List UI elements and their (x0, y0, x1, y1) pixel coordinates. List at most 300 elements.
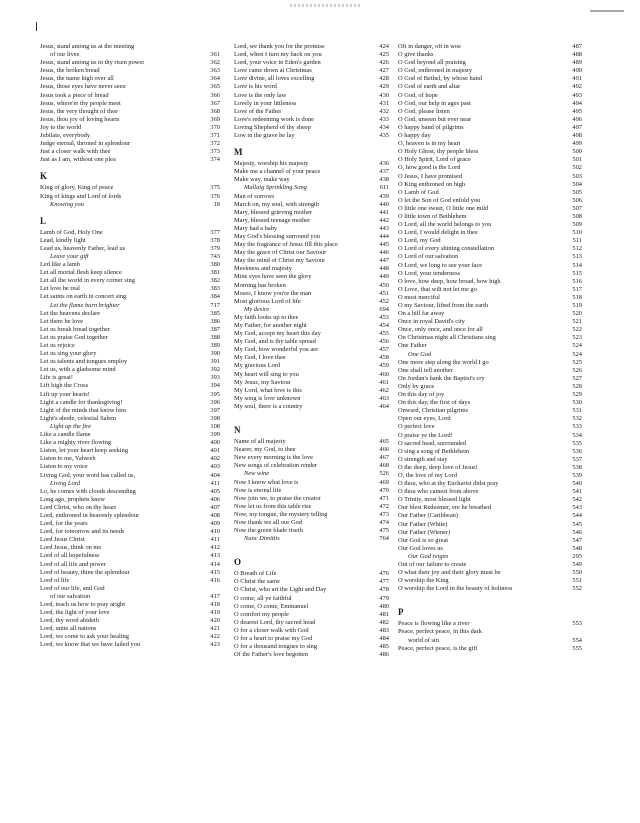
hymn-number: 694 (379, 305, 389, 313)
index-entry (234, 132, 389, 140)
hymn-number: 533 (572, 423, 582, 431)
index-entry (234, 241, 389, 249)
index-entry (398, 569, 582, 577)
index-entry (40, 625, 220, 633)
hymn-number (578, 628, 582, 636)
hymn-number: 441 (379, 208, 389, 216)
hymn-number: 471 (379, 494, 389, 502)
index-entry (398, 270, 582, 278)
hymn-title: Most glorious Lord of life (234, 297, 301, 305)
hymn-title: Our Father (Wiener) (398, 528, 451, 536)
index-entry (398, 399, 582, 407)
index-entry (234, 379, 389, 387)
hymn-title: of our salvation (50, 592, 91, 600)
hymn-number: 521 (572, 318, 582, 326)
hymn-number: 544 (572, 512, 582, 520)
hymn-number: 549 (572, 561, 582, 568)
hymn-title: Led like a lamb (40, 261, 80, 269)
index-entry (40, 391, 220, 399)
hymn-title: O Jesus, I have promised (398, 172, 463, 180)
index-entry (398, 488, 582, 496)
hymn-title: On a hill far away (398, 310, 445, 318)
hymn-title: Lord of all hopefulness (40, 552, 100, 560)
index-entry (40, 431, 220, 439)
hymn-title: Nearer, my God, to thee (234, 446, 296, 454)
hymn-title: On Jordan's bank the Baptist's cry (398, 374, 485, 382)
index-entry (234, 446, 389, 454)
hymn-title: O for a closer walk with God (234, 626, 309, 634)
hymn-number: 451 (379, 289, 389, 297)
hymn-number: 369 (210, 115, 220, 123)
index-entry (234, 595, 389, 603)
hymn-number: 509 (572, 221, 582, 229)
hymn-number: 431 (379, 99, 389, 107)
index-entry (234, 322, 389, 330)
index-entry (40, 269, 220, 277)
hymn-title: Our Father (White) (398, 520, 448, 528)
hymn-title: Lord, your voice in Eden's garden (234, 59, 321, 67)
hymn-title: O come, all ye faithful (234, 594, 292, 602)
index-entry (40, 201, 220, 209)
hymn-number: 426 (379, 59, 389, 67)
index-entry (40, 536, 220, 544)
hymn-title: On this day of joy (398, 391, 445, 399)
hymn-number: 440 (379, 200, 389, 208)
index-entry (398, 286, 582, 294)
hymn-number: 395 (210, 390, 220, 398)
hymn-title: Let us rejoice (40, 342, 75, 349)
hymn-number: 445 (379, 241, 389, 249)
index-entry (398, 237, 582, 245)
index-entry (40, 277, 220, 285)
hymn-title: Leave your gift (50, 252, 89, 260)
index-entry (398, 472, 582, 480)
index-entry (234, 51, 389, 59)
index-entry (40, 51, 220, 59)
hymn-number: 446 (379, 249, 389, 257)
hymn-number: 425 (379, 51, 389, 59)
index-entry (398, 92, 582, 100)
index-entry (234, 282, 389, 290)
hymn-number: 469 (379, 478, 389, 486)
hymn-number: 405 (210, 487, 220, 495)
hymn-number: 526 (572, 366, 582, 374)
hymn-title: O strength and stay (398, 455, 448, 463)
hymn-title: Now, my tongue, the mystery telling (234, 510, 328, 518)
index-entry (398, 456, 582, 464)
hymn-title: Lord of our life, and God (40, 584, 105, 592)
hymn-title: Love's redeeming work is done (234, 115, 314, 123)
hymn-title: My Lord, what love is this (234, 386, 302, 394)
hymn-number: 480 (379, 602, 389, 610)
hymn-number: 424 (379, 43, 389, 50)
hymn-title: Morning has broken (234, 281, 286, 289)
hymn-number: 368 (210, 107, 220, 115)
hymn-number: 443 (379, 224, 389, 232)
index-entry (234, 479, 389, 487)
hymn-number: 468 (379, 462, 389, 470)
hymn-number: 371 (210, 132, 220, 140)
index-entry (234, 43, 389, 51)
hymn-number: 390 (210, 350, 220, 358)
hymn-title: O my Saviour, lifted from the earth (398, 302, 489, 309)
hymn-number: 18 (213, 200, 220, 208)
hymn-title: O Love, that wilt not let me go (398, 285, 477, 293)
hymn-number: 478 (379, 586, 389, 594)
hymn-number: 470 (379, 486, 389, 494)
hymn-title: Light of the minds that know him (40, 406, 126, 414)
section-spacer (398, 593, 582, 600)
index-entry (398, 326, 582, 334)
index-entry (40, 561, 220, 569)
hymn-title: Listen, let your heart keep seeking (40, 447, 129, 455)
index-entry (398, 181, 582, 189)
hymn-title: Mary, blessed grieving mother (234, 208, 313, 216)
hymn-title: Now the green blade riseth (234, 527, 303, 535)
index-entry (40, 132, 220, 140)
hymn-title: O dearest Lord, thy sacred head (234, 618, 316, 626)
hymn-number: 539 (572, 471, 582, 479)
hymn-title: Listen to me, Yahweh (40, 455, 96, 463)
hymn-title: My gracious Lord (234, 362, 281, 370)
index-entry (398, 294, 582, 302)
hymn-number: 403 (210, 463, 220, 471)
hymn-title: On Christmas night all Christians sing (398, 334, 496, 342)
hymn-title: Lord Christ, who on thy heart (40, 503, 116, 511)
hymn-number: 499 (572, 140, 582, 148)
hymn-title: O, heaven is in my heart (398, 140, 461, 148)
section-letter: N (234, 425, 241, 436)
hymn-title: My God, how wonderful you are (234, 346, 319, 354)
index-entry (234, 487, 389, 495)
index-entry (398, 448, 582, 456)
hymn-number: 743 (210, 252, 220, 260)
hymn-number: 494 (572, 99, 582, 107)
index-entry (234, 67, 389, 75)
hymn-title: O love, how deep, how broad, how high (398, 277, 501, 285)
index-entry (234, 184, 389, 192)
hymn-title: O perfect love (398, 423, 435, 431)
hymn-title: May the fragrance of Jesus fill this place (234, 241, 338, 249)
hymn-title: Our blest Redeemer, ere he breathed (398, 504, 492, 512)
hymn-title: Low in the grave he lay (234, 132, 295, 140)
hymn-title: Moses, I know you're the man (234, 289, 312, 297)
hymn-number: 555 (572, 644, 582, 652)
hymn-title: Now thank we all our God (234, 518, 302, 526)
scan-artifact-right (590, 10, 624, 12)
hymn-title: Lord, we come to ask your healing (40, 633, 129, 641)
hymn-number: 465 (379, 438, 389, 446)
index-entry (398, 213, 582, 221)
scan-artifact (290, 4, 360, 7)
hymn-title: Lord of beauty, thine the splendour (40, 568, 130, 576)
index-entry (398, 132, 582, 140)
index-entry (398, 262, 582, 270)
index-entry (40, 148, 220, 156)
hymn-title: Like a mighty river flowing (40, 439, 111, 447)
hymn-number: 477 (379, 578, 389, 586)
hymn-number: 520 (572, 310, 582, 318)
hymn-number: 506 (572, 196, 582, 204)
index-entry (234, 160, 389, 168)
index-entry (398, 553, 582, 561)
index-entry (40, 512, 220, 520)
hymn-number: 543 (572, 504, 582, 512)
hymn-title: O, how good is the Lord (398, 164, 461, 172)
hymn-title: Now let us from this table rise (234, 502, 312, 510)
index-entry (40, 59, 220, 67)
index-entry (234, 306, 389, 314)
hymn-number: 466 (379, 446, 389, 454)
index-entry (40, 184, 220, 192)
hymn-title: Jesus, where'er thy people meet (40, 99, 121, 107)
hymn-number: 502 (572, 164, 582, 172)
index-entry (234, 75, 389, 83)
hymn-title: Just a closer walk with thee (40, 148, 111, 156)
index-entry (40, 116, 220, 124)
hymn-number: 492 (572, 83, 582, 91)
hymn-number: 508 (572, 212, 582, 220)
hymn-number: 504 (572, 180, 582, 188)
hymn-title: O for a thousand tongues to sing (234, 643, 318, 651)
index-entry (40, 229, 220, 237)
index-entry (398, 278, 582, 286)
index-entry (398, 334, 582, 342)
hymn-number: 462 (379, 386, 389, 394)
hymn-title: Lord, for the years (40, 520, 88, 528)
index-entry (40, 455, 220, 463)
index-entry (234, 209, 389, 217)
hymn-title: Love divine, all loves excelling (234, 75, 315, 83)
hymn-number: 430 (379, 91, 389, 99)
index-entry (40, 407, 220, 415)
hymn-title: O God, unseen but ever near (398, 115, 472, 123)
index-entry (398, 359, 582, 367)
hymn-title: Of the Father's love begotten (234, 651, 308, 659)
index-entry (398, 545, 582, 553)
hymn-number: 429 (379, 83, 389, 91)
hymn-number: 548 (572, 544, 582, 552)
hymn-title: O God of earth and altar (398, 83, 461, 91)
hymn-title: Let saints on earth in concert sing (40, 293, 127, 301)
hymn-number: 409 (210, 520, 220, 528)
index-entry (234, 100, 389, 108)
hymn-number: 416 (210, 576, 220, 584)
hymn-number: 108 (210, 422, 220, 430)
hymn-title: Peace is flowing like a river (398, 620, 470, 628)
index-entry (40, 83, 220, 91)
index-entry (234, 290, 389, 298)
index-entry (40, 245, 220, 253)
index-entry (40, 326, 220, 334)
hymn-title: Life is great! (40, 374, 74, 382)
hymn-number: 542 (572, 496, 582, 504)
index-entry (234, 527, 389, 535)
hymn-number: 540 (572, 480, 582, 488)
index-entry (234, 124, 389, 132)
hymn-number: 408 (210, 511, 220, 519)
index-entry (234, 168, 389, 176)
hymn-title: O Breath of Life (234, 570, 277, 578)
hymn-title: Nunc Dimittis (244, 535, 280, 543)
hymn-title: O King enthroned on high (398, 180, 466, 188)
hymn-title: Lord of life (40, 576, 70, 584)
index-entry (398, 637, 582, 645)
hymn-number: 421 (210, 625, 220, 633)
hymn-number: 526 (379, 470, 389, 478)
index-entry (398, 423, 582, 431)
index-entry (40, 334, 220, 342)
index-entry (398, 537, 582, 545)
index-entry (398, 83, 582, 91)
hymn-number: 436 (379, 160, 389, 168)
index-entry (234, 314, 389, 322)
hymn-title: O Trinity, most blessed light (398, 496, 471, 504)
index-entry (40, 633, 220, 641)
hymn-number: 500 (572, 148, 582, 156)
hymn-number: 464 (379, 402, 389, 410)
index-entry (234, 338, 389, 346)
index-entry (398, 245, 582, 253)
index-entry (234, 635, 389, 643)
hymn-title: Mallaig Sprinkling Song (244, 184, 307, 192)
hymn-title: Majesty, worship his majesty (234, 160, 309, 168)
hymn-title: Our God loves us (398, 544, 443, 552)
hymn-title: One Father (398, 342, 427, 350)
index-column-2 (234, 43, 389, 659)
hymn-title: O what their joy and their glory must be (398, 569, 501, 577)
hymn-number: 452 (379, 297, 389, 305)
hymn-title: O Holy Spirit, Lord of grace (398, 156, 471, 164)
hymn-title: My faith looks up to thee (234, 313, 299, 321)
hymn-title: King of kings and Lord of lords (40, 192, 122, 200)
hymn-number: 495 (572, 107, 582, 115)
hymn-number: 518 (572, 293, 582, 301)
hymn-number: 511 (572, 237, 582, 245)
hymn-title: Light's abode, celestial Salem (40, 414, 117, 422)
hymn-number: 388 (210, 333, 220, 341)
hymn-title: Living God, your word has called us, (40, 471, 136, 479)
hymn-number: 535 (572, 439, 582, 447)
hymn-title: Jesus, stand among us at the meeting (40, 43, 135, 50)
hymn-title: Let the heavens declare (40, 309, 101, 317)
hymn-number: 515 (572, 269, 582, 277)
section-letter: L (40, 215, 47, 226)
hymn-title: Let us talents and tongues employ (40, 358, 128, 366)
index-entry (40, 342, 220, 350)
hymn-title: My God, I love thee (234, 354, 286, 362)
index-entry (40, 585, 220, 593)
index-entry (234, 257, 389, 265)
hymn-title: O comfort my people (234, 610, 289, 618)
hymn-title: Meekness and majesty (234, 265, 292, 273)
index-entry (234, 354, 389, 362)
hymn-number: 503 (572, 172, 582, 180)
hymn-number: 448 (379, 265, 389, 273)
hymn-title: Love of the Father (234, 107, 282, 115)
index-entry (398, 415, 582, 423)
hymn-number: 363 (210, 67, 220, 75)
index-entry (398, 124, 582, 132)
index-entry (40, 472, 220, 480)
hymn-title: O God beyond all praising (398, 59, 466, 67)
hymn-number: 532 (572, 415, 582, 423)
hymn-title: Only by grace (398, 382, 435, 390)
hymn-title: O God, our help in ages past (398, 99, 471, 107)
index-entry (40, 552, 220, 560)
index-entry (234, 570, 389, 578)
hymn-number: 456 (379, 338, 389, 346)
hymn-number: 486 (379, 651, 389, 659)
index-entry (234, 83, 389, 91)
hymn-title: New every morning is the love (234, 454, 313, 462)
index-entry (234, 217, 389, 225)
index-entry (40, 237, 220, 245)
index-entry (234, 627, 389, 635)
index-entry (234, 265, 389, 273)
index-entry (234, 578, 389, 586)
hymn-title: Judge eternal, throned in splendour (40, 140, 130, 148)
hymn-title: Listen to my voice (40, 463, 88, 471)
hymn-title: Oft in danger, oft in woe (398, 43, 461, 50)
hymn-number: 367 (210, 99, 220, 107)
index-entry (398, 164, 582, 172)
hymn-title: Jesus, thou joy of loving hearts (40, 115, 120, 123)
hymn-title: Lo, he comes with clouds descending (40, 487, 136, 495)
hymn-title: O Lamb of God (398, 188, 439, 196)
index-entry (40, 261, 220, 269)
hymn-title: Lamb of God, Holy One (40, 228, 103, 236)
hymn-title: Lord, for tomorrow and its needs (40, 528, 125, 536)
index-entry (40, 601, 220, 609)
index-entry (40, 108, 220, 116)
index-entry (234, 362, 389, 370)
index-entry (234, 346, 389, 354)
index-entry (398, 561, 582, 569)
index-entry (40, 423, 220, 431)
index-entry (40, 447, 220, 455)
index-entry (40, 569, 220, 577)
index-entry (40, 520, 220, 528)
hymn-number: 512 (572, 245, 582, 253)
index-entry (234, 611, 389, 619)
hymn-number: 522 (572, 326, 582, 334)
hymn-title: Joy to the world (40, 123, 82, 131)
hymn-number: 375 (210, 184, 220, 192)
index-entry (40, 439, 220, 447)
hymn-number: 473 (379, 510, 389, 518)
index-entry (40, 285, 220, 293)
index-entry (398, 645, 582, 653)
hymn-title: My God, and is thy table spread (234, 338, 316, 346)
hymn-title: O Lord of our salvation (398, 253, 459, 261)
hymn-title: Our God is so great (398, 536, 449, 544)
index-entry (398, 383, 582, 391)
index-entry (234, 298, 389, 306)
index-entry (234, 371, 389, 379)
index-entry (40, 318, 220, 326)
hymn-title: world of sin (408, 636, 439, 644)
hymn-title: Lift up your hearts! (40, 390, 90, 398)
hymn-number: 399 (210, 431, 220, 439)
hymn-title: Our Father (Caribbean) (398, 512, 458, 520)
index-entry (234, 176, 389, 184)
index-entry (40, 310, 220, 318)
index-entry (234, 643, 389, 651)
index-entry (398, 464, 582, 472)
hymn-number: 531 (572, 407, 582, 415)
hymn-number: 479 (379, 594, 389, 602)
